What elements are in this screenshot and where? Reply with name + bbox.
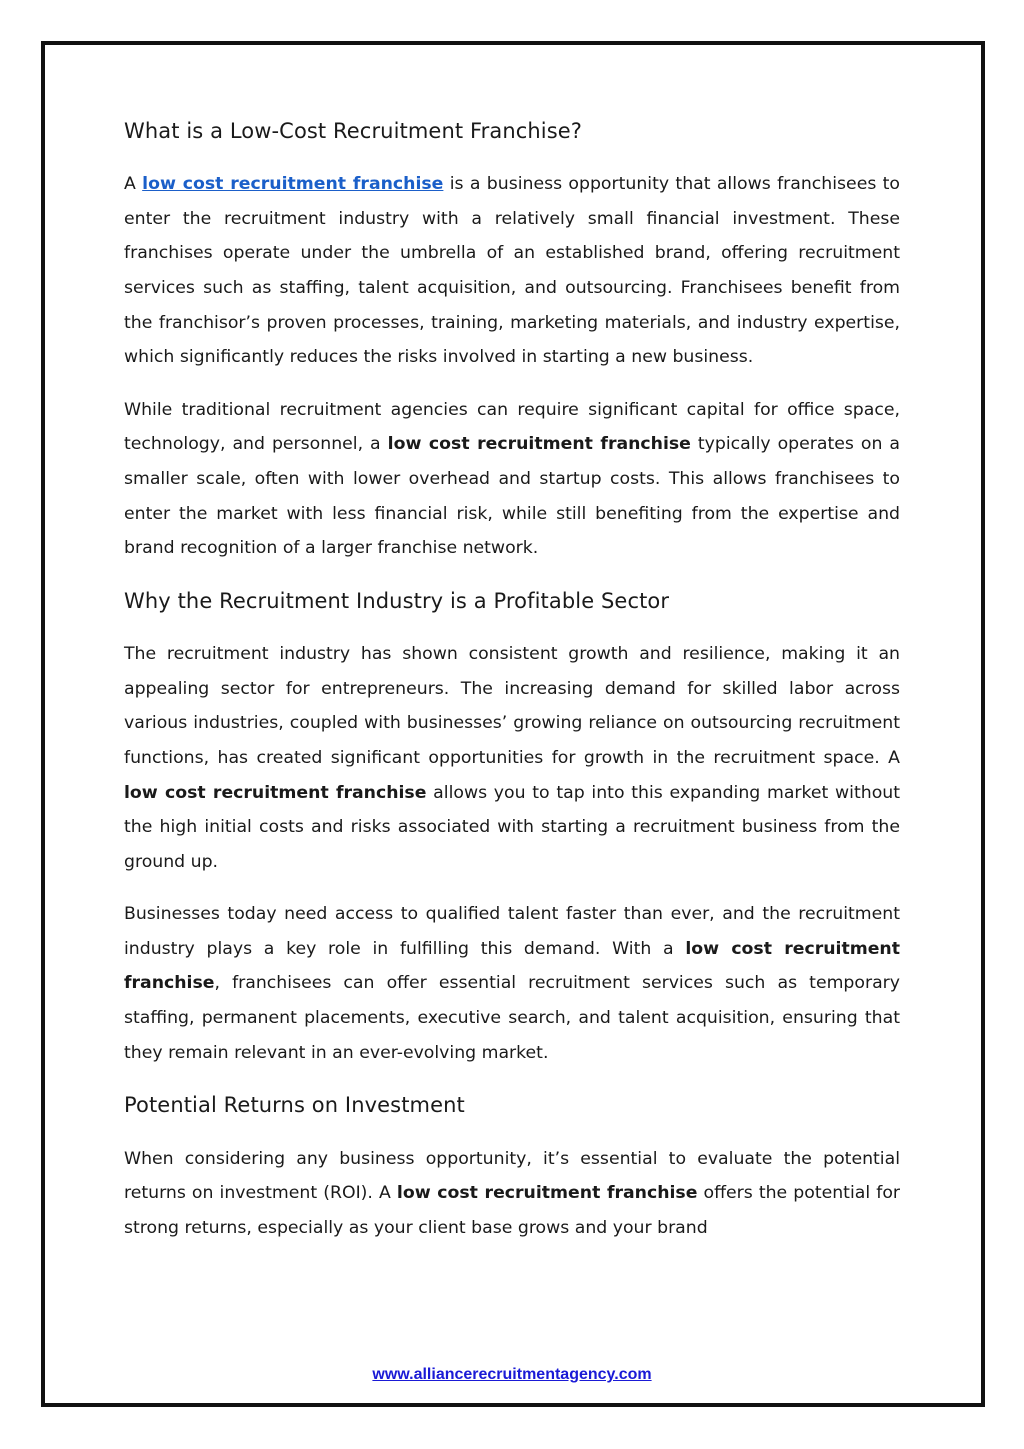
paragraph (124, 897, 900, 1070)
bold-keyword: low cost recruitment franchise (396, 1183, 698, 1204)
text-run: offers the potential for strong returns, especially as your client base grows and your brand (124, 1183, 900, 1238)
bold-keyword: low cost recruitment franchise (124, 938, 900, 994)
text-run: A (124, 174, 143, 195)
section-heading-what-is: What is a Low-Cost Recruitment Franchise? (124, 119, 583, 143)
text-run: The recruitment industry has shown consistent growth and resilience, making it an appealing sector for entrepreneurs. The increasing demand for skilled labor across various industries, coupled with businesses’ growing reliance on outsourcing recruitment functions, has created significant opportunities for growth in the recruitment space. A (124, 644, 900, 768)
footer (0, 1366, 1024, 1384)
bold-keyword: low cost recruitment franchise (387, 434, 691, 455)
paragraph (124, 393, 900, 566)
text-run: , franchisees can offer essential recruitment services such as temporary staffing, permanent placements, executive search, and talent acquisition, ensuring that they remain relevant in an ever-evolving market. (124, 973, 900, 1063)
text-run: When considering any business opportunity, it’s essential to evaluate the potential returns on investment (ROI). A (124, 1148, 900, 1204)
text-run: typically operates on a smaller scale, often with lower overhead and startup costs. This allows franchisees to enter the market with less financial risk, while still benefiting from the expertise and brand recognition of a larger franchise network. (124, 434, 900, 559)
keyword-link[interactable]: low cost recruitment franchise (142, 174, 444, 195)
text-run: While traditional recruitment agencies can require significant capital for office space, technology, and personnel, a (124, 399, 900, 455)
section-heading-why-profitable: Why the Recruitment Industry is a Profitable Sector (124, 588, 670, 613)
text-run: allows you to tap into this expanding market without the high initial costs and risks associated with starting a recruitment business from the ground up. (124, 782, 901, 872)
text-run: Businesses today need access to qualified talent faster than ever, and the recruitment industry plays a key role in fulfilling this demand. With a (124, 904, 900, 959)
bold-keyword: low cost recruitment franchise (124, 782, 427, 803)
paragraph (124, 167, 900, 375)
paragraph (124, 637, 900, 879)
paragraph (124, 1142, 900, 1246)
footer-website-link[interactable]: www.alliancerecruitmentagency.com (372, 1366, 652, 1383)
document-body (124, 118, 900, 1245)
section-heading-roi: Potential Returns on Investment (124, 1093, 465, 1118)
text-run: is a business opportunity that allows franchisees to enter the recruitment industry with a relatively small financial investment. These franchises operate under the umbrella of an established brand, offering recruitment services such as staffing, talent acquisition, and outsourcing. Franchisees benefit from the franchisor’s proven processes, training, marketing materials, and industry expertise, which significantly reduces the risks involved in starting a new business. (124, 174, 900, 368)
